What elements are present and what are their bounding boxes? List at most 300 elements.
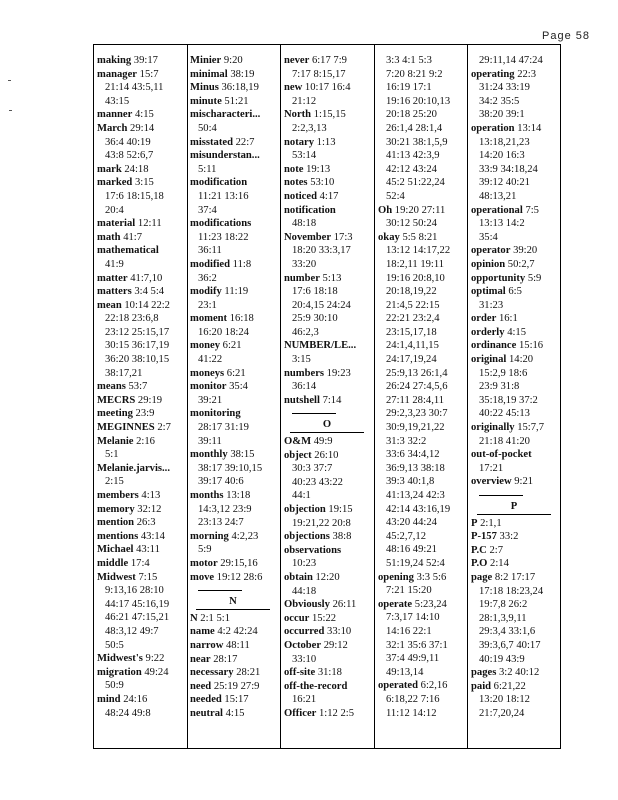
- index-entry: [284, 163, 370, 177]
- column-divider: [467, 44, 468, 749]
- index-refs: 4:2 42:24: [214, 626, 258, 638]
- index-column: [97, 54, 183, 720]
- index-term: name: [190, 626, 215, 638]
- index-refs-continued: 16:21: [292, 694, 317, 706]
- index-entry: [190, 285, 276, 299]
- index-refs: 35:4: [226, 381, 248, 393]
- index-entry: [190, 557, 276, 571]
- index-refs-continued: 7:3,17 14:10: [386, 612, 440, 624]
- index-refs: 3:2 40:12: [496, 667, 540, 679]
- index-refs-continued: 39:21: [198, 394, 223, 406]
- index-term: mark: [97, 163, 122, 175]
- index-refs: 43:14: [138, 530, 165, 542]
- index-entry: [190, 217, 276, 231]
- index-entry: [378, 204, 464, 218]
- index-refs-continued: 18:2,11 19:11: [386, 258, 445, 270]
- index-term: NUMBER/LE...: [284, 340, 357, 352]
- index-refs: 33:10: [324, 626, 352, 638]
- index-refs-continued: 45:2,7,12: [386, 530, 427, 542]
- index-term: P-157: [471, 531, 497, 543]
- index-refs-continued: 48:18: [292, 218, 317, 230]
- index-term: off-site: [284, 667, 316, 679]
- index-term: modification: [190, 177, 248, 189]
- column-divider: [187, 44, 188, 749]
- index-entry: [471, 475, 557, 489]
- index-refs-continued: 44:17 45:16,19: [105, 598, 170, 610]
- index-term: neutral: [190, 707, 223, 719]
- index-entry: [97, 652, 183, 666]
- index-refs-continued: 7:17 8:15,17: [292, 68, 346, 80]
- index-refs-continued: 36:4 40:19: [105, 136, 151, 148]
- index-term: notification: [284, 204, 336, 216]
- index-refs: 9:20: [221, 55, 243, 66]
- index-refs-continued: 31:3 32:2: [386, 435, 427, 447]
- index-term: mind: [97, 693, 121, 705]
- index-refs: 7:5: [522, 204, 539, 216]
- index-refs: 5:13: [319, 272, 342, 284]
- index-entry: [471, 544, 557, 558]
- index-refs: 2:14: [487, 558, 509, 570]
- index-term: operating: [471, 68, 515, 80]
- index-column: [284, 54, 370, 721]
- index-refs: 11:19: [221, 286, 249, 298]
- index-entry: [284, 190, 370, 204]
- index-refs: 13:14: [514, 122, 542, 134]
- index-term: opening: [378, 571, 414, 583]
- index-refs: 26:3: [134, 517, 156, 529]
- index-refs-continued: 7:20 8:21 9:2: [386, 68, 443, 80]
- index-entry: [190, 680, 276, 694]
- index-entry: [471, 571, 557, 585]
- index-refs: 28:21: [233, 667, 261, 679]
- index-refs: 43:11: [133, 544, 160, 556]
- index-term: operate: [378, 598, 413, 610]
- index-term: needed: [190, 694, 222, 706]
- index-term: moment: [190, 313, 228, 325]
- index-entry: [190, 530, 276, 544]
- index-entry: [284, 108, 370, 122]
- index-term: order: [471, 313, 497, 325]
- scan-speck: [9, 110, 12, 111]
- index-refs: 24:18: [121, 163, 149, 175]
- index-refs-continued: 18:20 33:3,17: [292, 245, 351, 257]
- index-term: need: [190, 680, 212, 692]
- index-refs: 3:15: [132, 177, 154, 189]
- index-term: matter: [97, 272, 128, 284]
- index-term: occurred: [284, 626, 325, 638]
- index-entry: [284, 503, 370, 517]
- index-refs: 9:21: [511, 476, 534, 488]
- index-refs-continued: 24:1,4,11,15: [386, 340, 439, 352]
- index-refs-continued: 29:2,3,23 30:7: [386, 408, 448, 420]
- index-refs-continued: 24:17,19,24: [386, 354, 437, 366]
- index-term: Obviously: [284, 599, 330, 611]
- index-term: P.C: [471, 544, 487, 556]
- index-entry: [471, 312, 557, 326]
- index-entry: [378, 679, 464, 693]
- index-entry: [97, 421, 183, 435]
- index-entry: [97, 407, 183, 421]
- index-entry: [97, 516, 183, 530]
- index-entry: [471, 204, 557, 218]
- index-entry: [97, 557, 183, 571]
- index-refs: 53:7: [125, 381, 148, 393]
- index-refs-continued: 50:9: [105, 680, 124, 692]
- index-refs: 5:23,24: [412, 598, 447, 610]
- index-refs-continued: 33:20: [292, 258, 317, 270]
- index-term: Melanie: [97, 435, 134, 447]
- index-refs-continued: 9:13,16 28:10: [105, 585, 164, 597]
- index-term: P.O: [471, 558, 488, 570]
- index-term: middle: [97, 557, 129, 569]
- index-refs-continued: 29:3,4 33:1,6: [479, 626, 536, 638]
- index-entry: [190, 68, 276, 82]
- index-entry: [97, 176, 183, 190]
- index-refs-continued: 26:24 27:4,5,6: [386, 381, 448, 393]
- index-entry: [471, 258, 557, 272]
- index-term: members: [97, 490, 139, 501]
- index-refs-continued: 21:12: [292, 95, 317, 107]
- index-refs-continued: 29:11,14 47:24: [479, 55, 543, 66]
- index-refs-continued: 41:9: [105, 258, 124, 270]
- index-term: okay: [378, 231, 400, 243]
- index-refs-continued: 15:2,9 18:6: [479, 367, 528, 379]
- index-refs-continued: 7:21 15:20: [386, 585, 432, 597]
- index-refs: 19:12 28:6: [214, 571, 263, 583]
- index-term: number: [284, 272, 320, 284]
- index-refs-continued: 33:10: [292, 653, 317, 665]
- index-refs: 6:21: [220, 340, 242, 352]
- index-entry: [97, 163, 183, 177]
- index-entry: [190, 666, 276, 680]
- index-term: manner: [97, 109, 133, 121]
- index-refs-continued: 14:20 16:3: [479, 150, 525, 162]
- index-refs-continued: 43:20 44:24: [386, 517, 437, 529]
- index-term: opportunity: [471, 272, 526, 284]
- index-refs-continued: 19:7,8 26:2: [479, 599, 528, 611]
- index-term: migration: [97, 666, 142, 678]
- index-refs-continued: 49:13,14: [386, 666, 424, 678]
- index-refs: 4:15: [132, 109, 154, 121]
- index-refs-continued: 21:14 43:5,11: [105, 82, 164, 94]
- index-term: never: [284, 55, 310, 66]
- column-divider: [280, 44, 281, 749]
- index-refs-continued: 25:9 30:10: [292, 313, 338, 325]
- index-refs-continued: 27:11 28:4,11: [386, 394, 445, 406]
- index-entry: [284, 394, 370, 408]
- index-refs-continued: 34:2 35:5: [479, 95, 520, 107]
- index-refs-continued: 25:9,13 26:1,4: [386, 367, 448, 379]
- index-refs-continued: 39:3,6,7 40:17: [479, 639, 541, 651]
- index-refs-continued: 38:17 39:10,15: [198, 462, 263, 474]
- index-refs-continued: 30:15 36:17,19: [105, 340, 170, 352]
- index-term: monitoring: [190, 408, 241, 420]
- index-entry: [378, 231, 464, 245]
- index-refs-continued: 44:1: [292, 490, 311, 502]
- index-refs-continued: 23:1: [198, 299, 217, 311]
- index-term: misstated: [190, 136, 233, 148]
- index-term: moneys: [190, 367, 225, 379]
- index-entry: [471, 666, 557, 680]
- index-entry: [378, 598, 464, 612]
- index-entry: [97, 503, 183, 517]
- index-term: P: [471, 517, 478, 529]
- index-term: notes: [284, 177, 308, 189]
- index-entry: [284, 625, 370, 639]
- index-term: means: [97, 381, 126, 393]
- index-entry: [97, 489, 183, 503]
- index-term: Minus: [190, 82, 219, 94]
- index-refs: 29:19: [135, 394, 163, 406]
- index-entry: [190, 108, 276, 122]
- index-entry: [284, 54, 370, 68]
- index-term: motor: [190, 557, 218, 569]
- section-rule: [479, 495, 523, 496]
- index-entry: [97, 571, 183, 585]
- index-refs-continued: 48:16 49:21: [386, 544, 437, 556]
- index-term: Oh: [378, 204, 393, 216]
- index-entry: [97, 231, 183, 245]
- index-refs-continued: 13:20 18:12: [479, 694, 530, 706]
- index-term: object: [284, 449, 312, 461]
- index-entry: [190, 653, 276, 667]
- index-refs-continued: 41:22: [198, 354, 223, 366]
- index-entry: [284, 707, 370, 721]
- index-refs-continued: 16:19 17:1: [386, 82, 432, 94]
- index-refs-continued: 36:9,13 38:18: [386, 462, 445, 474]
- index-term: morning: [190, 530, 229, 542]
- index-column: [190, 54, 276, 721]
- index-refs-continued: 28:17 31:19: [198, 422, 249, 434]
- index-refs-continued: 40:19 43:9: [479, 653, 525, 665]
- index-entry: [284, 598, 370, 612]
- index-refs: 3:3 5:6: [413, 571, 447, 583]
- index-term: MECRS: [97, 394, 136, 406]
- index-refs-continued: 40:22 45:13: [479, 408, 530, 420]
- index-refs: 4:13: [138, 490, 161, 501]
- index-entry: [284, 367, 370, 381]
- index-entry: [97, 108, 183, 122]
- index-entry: [190, 380, 276, 394]
- index-refs: 4:2,23: [228, 530, 259, 542]
- index-entry: [284, 81, 370, 95]
- index-term: obtain: [284, 571, 313, 583]
- index-entry: [97, 122, 183, 136]
- index-refs-continued: 33:6 34:4,12: [386, 449, 440, 461]
- index-refs-continued: 32:1 35:6 37:1: [386, 639, 448, 651]
- index-term: monthly: [190, 449, 228, 461]
- index-refs: 10:17 16:4: [302, 82, 351, 94]
- index-refs-continued: 16:20 18:24: [198, 326, 249, 338]
- index-entry: [97, 394, 183, 408]
- section-rule: [198, 590, 242, 591]
- index-refs: 2:1,1: [477, 517, 502, 529]
- index-refs: 1:15,15: [311, 109, 346, 121]
- index-refs-continued: 13:13 14:2: [479, 218, 525, 230]
- index-entry: [284, 666, 370, 680]
- index-term: Midwest: [97, 571, 136, 583]
- index-refs: 19:20 27:11: [392, 204, 446, 216]
- index-refs-continued: 39:3 40:1,8: [386, 476, 435, 488]
- index-term: modifications: [190, 218, 252, 230]
- index-term: North: [284, 109, 312, 121]
- index-refs-continued: 23:12 25:15,17: [105, 326, 170, 338]
- index-entry: [471, 421, 557, 435]
- index-term: objections: [284, 531, 330, 543]
- index-refs-continued: 41:13 42:3,9: [386, 150, 440, 162]
- index-entry: [190, 625, 276, 639]
- index-refs: 1:12 2:5: [316, 707, 355, 719]
- index-refs: 1:13: [314, 136, 336, 148]
- index-refs: 25:19 27:9: [211, 680, 260, 692]
- index-term: November: [284, 231, 332, 243]
- index-refs: 9:22: [142, 653, 165, 665]
- page-number: Page 58: [542, 30, 590, 42]
- index-entry: [97, 244, 183, 258]
- index-entry: [190, 258, 276, 272]
- index-entry: [284, 339, 370, 353]
- index-entry: [284, 272, 370, 286]
- index-entry: [97, 285, 183, 299]
- index-entry: [284, 435, 370, 449]
- index-refs-continued: 11:12 14:12: [386, 707, 437, 719]
- index-entry: [97, 693, 183, 707]
- index-refs: 32:12: [134, 503, 162, 515]
- index-term: page: [471, 571, 493, 583]
- index-refs: 29:14: [127, 122, 155, 134]
- index-refs: 12:20: [312, 571, 340, 583]
- index-entry: [284, 530, 370, 544]
- index-term: N: [190, 612, 198, 624]
- index-refs: 11:8: [230, 258, 252, 270]
- index-refs-continued: 20:18,19,22: [386, 286, 437, 298]
- index-term: O&M: [284, 436, 312, 448]
- index-refs-continued: 19:16 20:10,13: [386, 95, 451, 107]
- index-entry: [97, 380, 183, 394]
- index-entry: [190, 176, 276, 190]
- index-refs-continued: 11:21 13:16: [198, 190, 249, 202]
- index-refs: 6:2,16: [418, 680, 448, 692]
- index-refs: 39:17: [131, 55, 158, 66]
- index-refs: 4:15: [504, 326, 527, 338]
- index-refs-continued: 11:23 18:22: [198, 231, 249, 243]
- index-term: narrow: [190, 639, 224, 651]
- index-term: Michael: [97, 544, 134, 556]
- index-refs: 26:10: [311, 449, 339, 461]
- index-refs-continued: 48:24 49:8: [105, 707, 151, 719]
- index-refs: 17:4: [128, 557, 150, 569]
- index-term: noticed: [284, 190, 317, 202]
- index-refs-continued: 42:14 43:16,19: [386, 503, 451, 515]
- index-term: near: [190, 653, 211, 665]
- index-entry: [471, 353, 557, 367]
- index-refs-continued: 36:14: [292, 381, 317, 393]
- index-entry: [471, 448, 557, 462]
- index-refs-continued: 23:9 31:8: [479, 381, 520, 393]
- index-entry: [284, 449, 370, 463]
- index-refs: 15:17: [221, 694, 249, 706]
- index-term: Midwest's: [97, 653, 143, 665]
- index-term: mischaracteri...: [190, 109, 261, 121]
- index-entry: [284, 680, 370, 694]
- index-term: ordinance: [471, 340, 517, 352]
- index-refs: 2:7: [486, 544, 503, 556]
- index-entry: [190, 489, 276, 503]
- index-entry: [284, 136, 370, 150]
- index-refs: 19:23: [324, 367, 351, 379]
- index-refs: 33:2: [496, 531, 519, 543]
- index-refs-continued: 28:1,3,9,11: [479, 612, 527, 624]
- index-refs-continued: 43:8 52:6,7: [105, 150, 154, 162]
- index-term: mean: [97, 299, 122, 311]
- index-refs-continued: 10:23: [292, 558, 317, 570]
- index-term: material: [97, 218, 136, 230]
- index-term: necessary: [190, 667, 234, 679]
- index-refs-continued: 20:18 25:20: [386, 109, 437, 121]
- index-entry: [284, 176, 370, 190]
- index-entry: [97, 462, 183, 476]
- index-term: misunderstan...: [190, 150, 260, 162]
- index-refs-continued: 5:11: [198, 163, 217, 175]
- index-refs-continued: 31:24 33:19: [479, 82, 530, 94]
- index-refs-continued: 20:4: [105, 204, 124, 216]
- index-refs: 41:7,10: [127, 272, 163, 284]
- index-term: new: [284, 82, 303, 94]
- index-refs-continued: 17:6 18:15,18: [105, 190, 164, 202]
- index-refs-continued: 50:4: [198, 122, 217, 134]
- index-term: nutshell: [284, 394, 320, 406]
- index-refs-continued: 21:18 41:20: [479, 435, 530, 447]
- index-term: opinion: [471, 258, 506, 270]
- index-term: MEGINNES: [97, 422, 155, 434]
- index-term: monitor: [190, 381, 227, 393]
- index-term: March: [97, 122, 128, 134]
- index-refs-continued: 51:19,24 52:4: [386, 557, 445, 569]
- index-refs-continued: 52:4: [386, 190, 405, 202]
- index-refs-continued: 30:12 50:24: [386, 218, 437, 230]
- index-term: occur: [284, 612, 310, 624]
- index-refs: 15:7: [137, 68, 159, 80]
- index-term: off-the-record: [284, 680, 348, 692]
- index-refs: 48:11: [223, 639, 250, 651]
- index-entry: [190, 81, 276, 95]
- index-entry: [471, 557, 557, 571]
- index-refs-continued: 19:16 20:8,10: [386, 272, 445, 284]
- index-column: [471, 54, 557, 721]
- index-term: memory: [97, 503, 135, 515]
- index-term: modify: [190, 286, 222, 298]
- index-entry: [97, 217, 183, 231]
- index-term: money: [190, 340, 221, 352]
- index-refs: 5:5 8:21: [399, 231, 438, 243]
- index-term: numbers: [284, 367, 325, 379]
- index-term: pages: [471, 667, 497, 679]
- index-entry: [190, 367, 276, 381]
- index-entry: [190, 571, 276, 585]
- index-refs-continued: 14:16 22:1: [386, 625, 432, 637]
- index-term: originally: [471, 422, 515, 434]
- index-entry: [190, 407, 276, 421]
- index-refs: 22:3: [514, 68, 537, 80]
- index-refs-continued: 33:9 34:18,24: [479, 163, 538, 175]
- index-refs-continued: 41:13,24 42:3: [386, 490, 445, 501]
- index-refs: 49:24: [141, 666, 169, 678]
- index-refs: 49:9: [311, 436, 333, 448]
- index-refs: 2:1 5:1: [197, 612, 231, 624]
- index-entry: [284, 231, 370, 245]
- index-entry: [190, 339, 276, 353]
- index-entry: [378, 571, 464, 585]
